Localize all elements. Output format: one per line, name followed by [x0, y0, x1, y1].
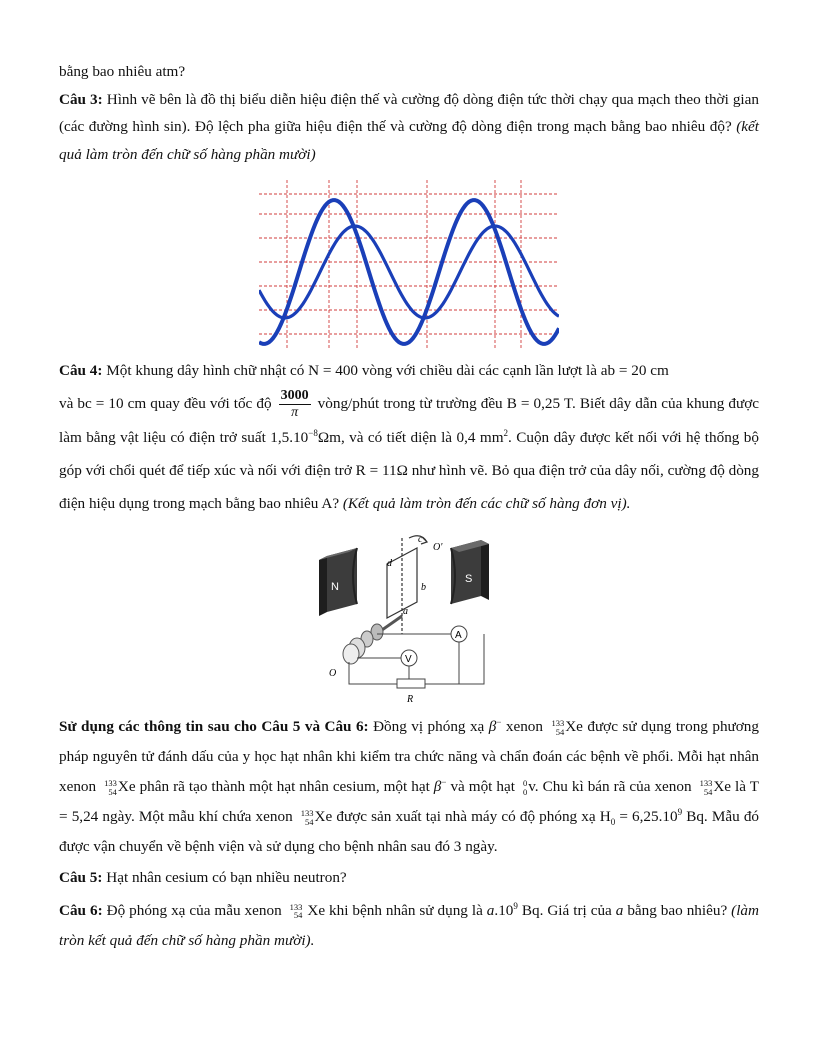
question-4-text: và: [59, 395, 78, 412]
question-3-label: Câu 3:: [59, 90, 103, 108]
question-4-text: vòng/phút trong từ trường đều: [313, 395, 507, 412]
question-4: [59, 354, 759, 520]
sine-wave-graph: [259, 180, 559, 350]
corner-b-label: b: [421, 582, 426, 594]
generator-diagram: [309, 534, 509, 704]
question-4-note: (Kết quả làm tròn đến các chữ số hàng đơn vị).: [342, 495, 631, 513]
xenon-nuclide: 133 54: [300, 808, 314, 827]
question-4-text: , và có tiết diện là: [340, 429, 457, 447]
half-life-value: T = 5,24: [59, 778, 759, 826]
question-3-text: Hình vẽ bên là đồ thị biểu diễn hiệu điện thế và cường độ dòng điện tức thời chạy qua mạch theo thời gian (các đường hình sin). Độ lệch pha giữa hiệu điện thế và cường độ dòng điện trong mạch bằng bao nhiêu độ?: [59, 90, 759, 135]
xenon-nuclide: 133 54: [699, 778, 713, 797]
question-6-note: (làm tròn kết quả đến chữ số hàng phần mười).: [59, 901, 759, 949]
N-value: N = 400: [308, 362, 359, 379]
graph-grid: [259, 180, 559, 350]
fraction-numerator: 3000: [280, 388, 309, 404]
neutrino-nuclide: 0 0: [522, 778, 528, 797]
north-magnet: [319, 548, 357, 616]
bc-value: bc = 10 cm: [77, 395, 147, 412]
question-4-text: Một khung dây hình chữ nhật có: [102, 362, 309, 379]
resistivity-value: $1,5.10^{-8}\Omega m$: [270, 427, 341, 447]
question-3-note: (kết quả làm tròn đến chữ số hàng phần mười): [59, 118, 759, 163]
B-value: B = 0,25: [506, 395, 561, 412]
question-4-text: vòng với chiều dài các cạnh lần lượt là: [358, 362, 601, 379]
south-label: S: [465, 573, 473, 586]
question-4-label: Câu 4:: [59, 362, 103, 379]
axis-O-prime-label: O': [433, 542, 443, 554]
question-5: [59, 864, 759, 892]
ab-value: ab = 20 cm: [600, 362, 669, 379]
question-4-text: T. Biết dây dẫn của khung được làm bằng vật liệu có điện trở suất: [59, 395, 759, 447]
xenon-nuclide: 133 54: [104, 778, 117, 797]
shared-info-label: Sử dụng các thông tin sau cho Câu 5 và Câu 6:: [59, 718, 369, 736]
resistor-label: R: [407, 694, 414, 705]
shared-info: Sử dụng các thông tin sau cho Câu 5 và Câu 6: Đồng vị phóng xạ β− xenon 133 54 Xe được sử dụng trong phương pháp nguyên tử đánh dấu của y học hạt nhân khi kiểm tra chức năng và chẩn đoán các bệnh về phổi. Mỗi hạt nhân xenon 133 54 Xe phân rã tạo thành một hạt nhân cesium, một hạt β− và một hạt 0 0 v. Chu kì bán rã của xenon 133 54 Xe là T = 5,24 ngày. Một mẫu khí chứa xenon 133 54 Xe được sản xuất tại nhà máy có độ phóng xạ $H_0 = 6,25.10^9$ Bq. Mẫu đó được vận chuyển về bệnh viện và sử dụng cho bệnh nhân sau đó 3 ngày.: [59, 716, 759, 856]
slip-rings: [343, 616, 402, 664]
xenon-nuclide: 133 54: [289, 901, 303, 921]
question-6: Câu 6: Độ phóng xạ của mẫu xenon 133 54 Xe khi bệnh nhân sử dụng là $a.10^9$ Bq. Giá trị của a bằng bao nhiêu? (làm tròn kết quả đến chữ số hàng phần mười).: [59, 900, 759, 949]
initial-activity-value: $H_0 = 6,25.10^9$: [599, 806, 683, 828]
question-5-label: Câu 5:: [59, 869, 103, 887]
voltmeter-label: V: [405, 654, 412, 666]
axis-O-label: O: [329, 668, 337, 680]
north-label: N: [331, 581, 339, 594]
current-wave: [259, 226, 559, 318]
speed-fraction: [279, 388, 311, 421]
south-magnet: [451, 540, 489, 604]
corner-c-label: c: [418, 534, 423, 546]
voltage-wave: [259, 200, 559, 344]
question-3: [59, 86, 759, 169]
intro-line: bằng bao nhiêu atm?: [59, 63, 186, 80]
question-4-text: quay đều với tốc độ: [146, 395, 276, 412]
corner-d-label: d: [387, 558, 392, 570]
question-4-text: như hình vẽ. Bỏ qua điện trở của dây nối, cường độ dòng điện hiệu dụng trong mạch bằng bao nhiêu A?: [59, 462, 759, 513]
question-6-label: Câu 6:: [59, 901, 103, 919]
question-5-text: Hạt nhân cesium có bạn nhiều neutron?: [102, 869, 347, 887]
cross-section-value: 0,4 $mm^2$: [456, 427, 509, 447]
fraction-denominator: π: [291, 405, 299, 421]
corner-a-label: a: [403, 606, 408, 618]
xenon-nuclide: 133 54: [551, 718, 565, 737]
document-page: [59, 58, 759, 956]
R-value: R = 11Ω: [355, 462, 408, 480]
ammeter-label: A: [455, 630, 462, 642]
question-4-text: . Cuộn dây được kết nối với hệ thống bộ góp với chổi quét để tiếp xúc và nối với điện trở: [59, 429, 759, 480]
